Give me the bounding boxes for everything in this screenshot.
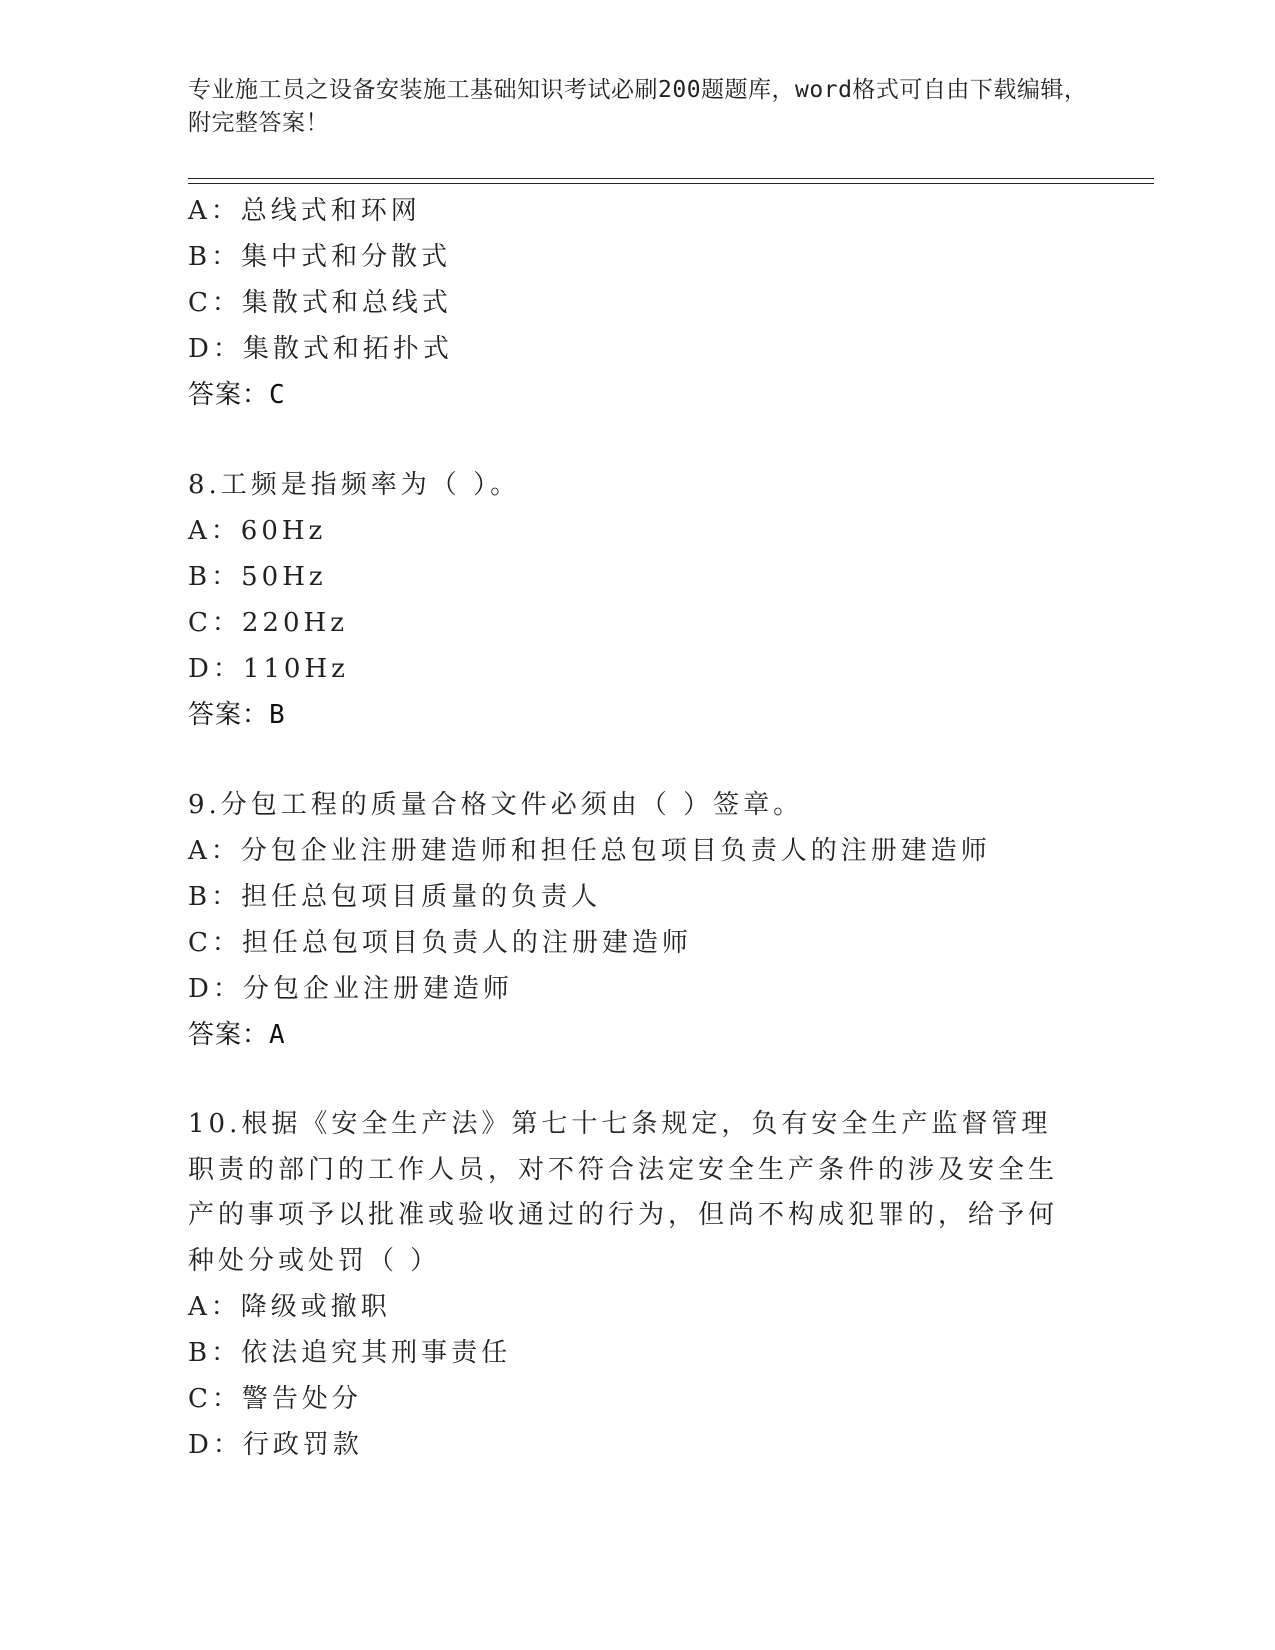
question-10 — [188, 1102, 1088, 1468]
option-c: C：220Hz — [188, 608, 348, 638]
header-divider-top — [188, 178, 1154, 179]
answer: 答案：A — [188, 1020, 286, 1050]
question-list — [188, 188, 1088, 1468]
option-a: A：分包企业注册建造师和担任总包项目负责人的注册建造师 — [188, 836, 991, 866]
header-divider-bottom — [188, 183, 1154, 184]
option-d: D：分包企业注册建造师 — [188, 974, 513, 1004]
option-d: D：行政罚款 — [188, 1430, 363, 1460]
option-c: C：集散式和总线式 — [188, 288, 452, 318]
question-text: 10.根据《安全生产法》第七十七条规定，负有安全生产监督管理职责的部门的工作人员，对不符合法定安全生产条件的涉及安全生产的事项予以批准或验收通过的行为，但尚不构成犯罪的，给予何种处分或处罚（ ） — [188, 1109, 1059, 1276]
option-c: C：担任总包项目负责人的注册建造师 — [188, 928, 692, 958]
document-header: 专业施工员之设备安装施工基础知识考试必刷200题题库，word格式可自由下载编辑，附完整答案！ — [188, 77, 1088, 136]
option-b: B：集中式和分散式 — [188, 242, 452, 272]
option-d: D：110Hz — [188, 654, 349, 684]
answer: 答案：B — [188, 700, 286, 730]
option-a: A：总线式和环网 — [188, 196, 421, 226]
question-text: 8.工频是指频率为（ ）。 — [188, 470, 521, 500]
option-b: B：依法追究其刑事责任 — [188, 1338, 512, 1368]
answer: 答案：C — [188, 380, 286, 410]
option-d: D：集散式和拓扑式 — [188, 334, 453, 364]
question-9 — [188, 782, 1088, 1058]
question-8 — [188, 462, 1088, 738]
option-c: C：警告处分 — [188, 1384, 362, 1414]
option-b: B：50Hz — [188, 562, 327, 592]
option-b: B：担任总包项目质量的负责人 — [188, 882, 602, 912]
question-7 — [188, 188, 1088, 418]
option-a: A：60Hz — [188, 516, 327, 546]
option-a: A：降级或撤职 — [188, 1292, 391, 1322]
question-text: 9.分包工程的质量合格文件必须由（ ）签章。 — [188, 790, 804, 820]
